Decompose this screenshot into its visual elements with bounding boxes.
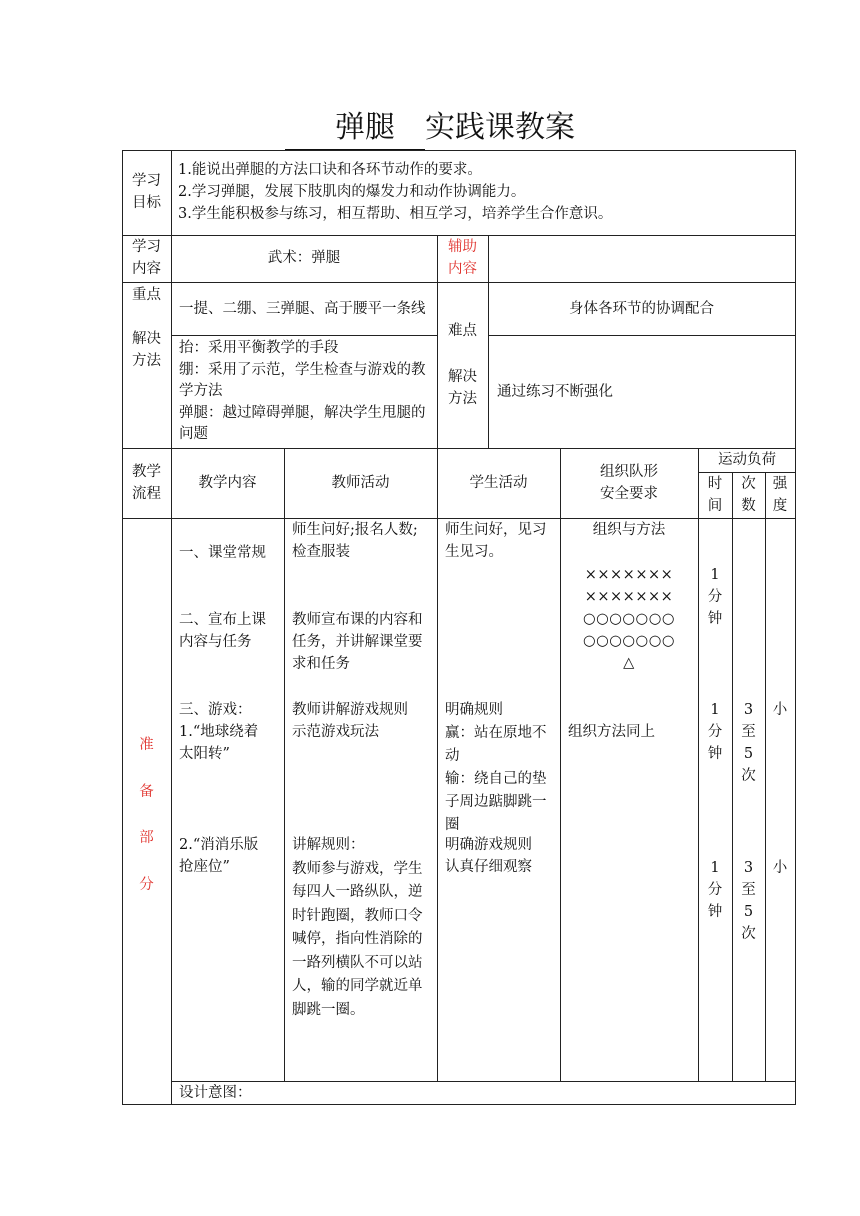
content-label: 学习 内容 bbox=[132, 239, 161, 277]
table-divider bbox=[560, 448, 561, 1081]
table-divider bbox=[488, 235, 489, 448]
key-point-text: 一提、二绷、三弹腿、高于腰平一条线 bbox=[179, 301, 426, 317]
row-3-intensity: 小 bbox=[772, 702, 788, 718]
content-value: 武术：弹腿 bbox=[267, 250, 341, 266]
difficulty-method-text: 通过练习不断强化 bbox=[497, 384, 613, 400]
table-divider bbox=[488, 335, 796, 336]
difficulty-method-label: 解决 方法 bbox=[448, 369, 477, 407]
header-load: 运动负荷 bbox=[718, 452, 776, 468]
methods-list: 抬：采用平衡教学的手段 绷：采用了示范，学生检查与游戏的教 学方法 弹腿：越过障碍弹腿，解决学生甩腿的 问题 bbox=[179, 340, 426, 442]
header-time: 时 间 bbox=[707, 476, 723, 514]
row-2-teacher: 教师宣布课的内容和 任务，并讲解课堂要 求和任务 bbox=[292, 612, 423, 672]
table-divider bbox=[122, 282, 796, 283]
difficulty-label: 难点 bbox=[448, 323, 477, 339]
row-4-teacher: 讲解规则： 教师参与游戏，学生 每四人一路纵队，逆 时针跑圈，教师口令 喊停，指向性消除的 一路列横队不可以站 人，输的同学就近单 脚跳一圈。 bbox=[292, 837, 423, 1018]
table-border bbox=[795, 150, 796, 1104]
row-3-org: 组织方法同上 bbox=[568, 724, 655, 740]
table-divider bbox=[437, 448, 438, 1081]
header-org: 组织队形 安全要求 bbox=[600, 464, 658, 502]
title-suffix: 实践课教案 bbox=[425, 110, 575, 145]
row-3-time: 1 分 钟 bbox=[707, 702, 723, 762]
difficulty-text: 身体各环节的协调配合 bbox=[569, 301, 714, 317]
row-3-student: 明确规则 赢：站在原地不 动 输：绕自己的垫 子周边踮脚跳一 圈 bbox=[445, 702, 547, 833]
objectives-list bbox=[178, 159, 612, 225]
header-count: 次 数 bbox=[741, 476, 756, 514]
row-3-teacher: 教师讲解游戏规则 示范游戏玩法 bbox=[292, 702, 408, 740]
header-teacher: 教师活动 bbox=[331, 475, 390, 491]
header-intensity: 强 度 bbox=[772, 476, 788, 514]
row-4-intensity: 小 bbox=[772, 860, 788, 876]
table-divider bbox=[284, 448, 285, 1081]
row-4-count: 3 至 5 次 bbox=[741, 860, 756, 942]
row-1-time: 1 分 钟 bbox=[707, 567, 723, 627]
table-divider bbox=[171, 335, 437, 336]
header-content: 教学内容 bbox=[198, 475, 257, 491]
page-title bbox=[0, 108, 860, 151]
org-title: 组织与方法 bbox=[592, 522, 666, 538]
title-topic: 弹腿 bbox=[285, 108, 425, 151]
row-4-student: 明确游戏规则 认真仔细观察 bbox=[445, 837, 532, 875]
aux-content-label: 辅助 内容 bbox=[448, 239, 477, 277]
row-1-student: 师生问好，见习 生见习。 bbox=[445, 522, 547, 560]
method-label: 解决 方法 bbox=[132, 331, 161, 369]
key-point-label: 重点 bbox=[132, 287, 161, 303]
row-1-teacher: 师生问好;报名人数; 检查服装 bbox=[292, 522, 418, 560]
row-4-content: 2.“消消乐版 抢座位” bbox=[179, 837, 259, 875]
list-item: 2.学习弹腿，发展下肢肌肉的爆发力和动作协调能力。 bbox=[178, 184, 526, 200]
table-divider bbox=[171, 150, 172, 1104]
table-border bbox=[122, 1104, 796, 1105]
table-divider bbox=[122, 448, 796, 449]
section-label: 准 备 部 分 bbox=[139, 737, 154, 893]
table-border bbox=[122, 150, 796, 151]
row-4-time: 1 分 钟 bbox=[707, 860, 723, 920]
formation-diagram: ××××××× ××××××× ○○○○○○○ ○○○○○○○ △ bbox=[582, 567, 676, 671]
row-2-content: 二、宣布上课 内容与任务 bbox=[179, 612, 266, 650]
objectives-label: 学习 目标 bbox=[132, 173, 161, 211]
row-3-content: 三、游戏： 1.“地球绕着 太阳转” bbox=[179, 702, 259, 762]
list-item: 3.学生能积极参与练习，相互帮助、相互学习，培养学生合作意识。 bbox=[178, 206, 613, 222]
list-item: 1.能说出弹腿的方法口诀和各环节动作的要求。 bbox=[178, 162, 482, 178]
table-divider bbox=[171, 1081, 796, 1082]
design-intent-label: 设计意图： bbox=[179, 1085, 252, 1101]
table-divider bbox=[765, 472, 766, 1081]
header-flow: 教学 流程 bbox=[132, 464, 161, 502]
row-1-content: 一、课堂常规 bbox=[179, 545, 266, 561]
header-student: 学生活动 bbox=[469, 475, 528, 491]
row-3-count: 3 至 5 次 bbox=[741, 702, 756, 784]
